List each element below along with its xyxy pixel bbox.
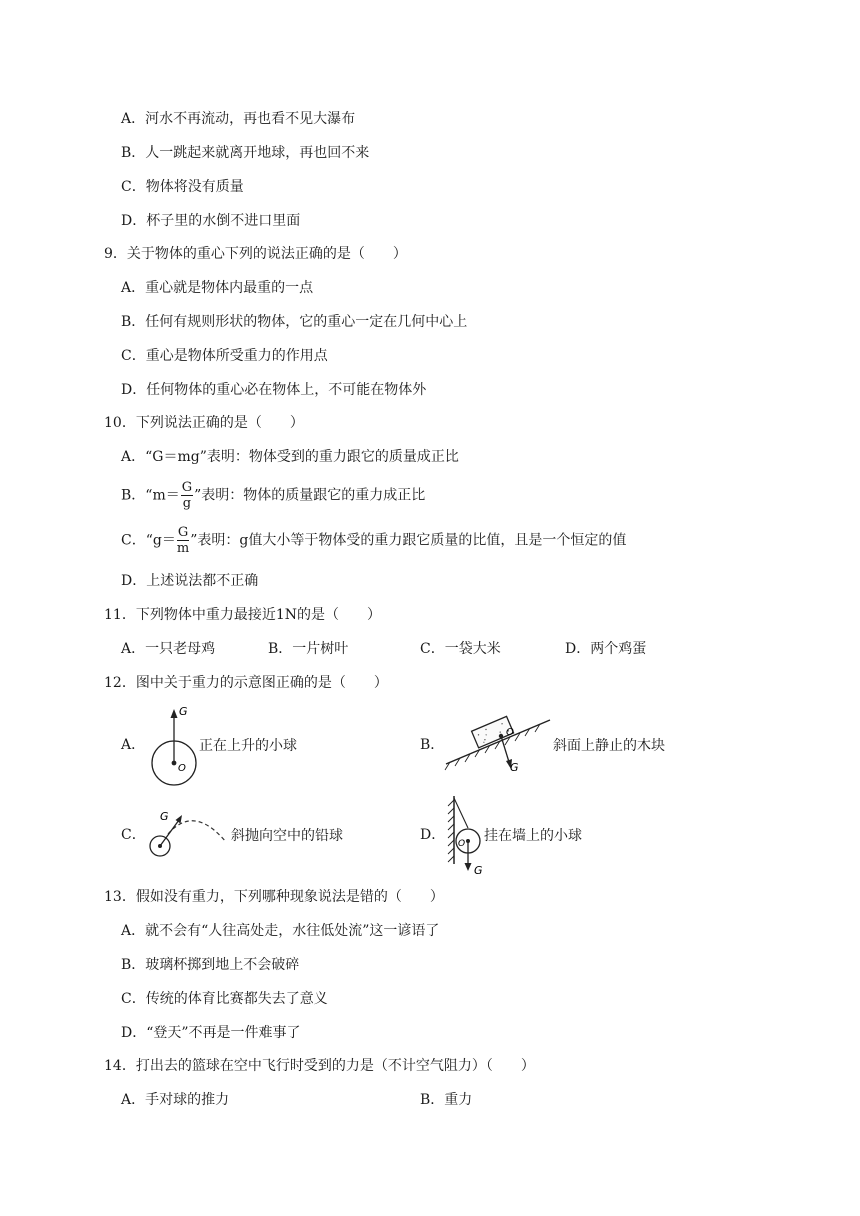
q8-option-a: A．河水不再流动，再也看不见大瀑布 [121,111,356,127]
q11-option-a: A．一只老母鸡 [121,641,216,657]
q13-option-c: C．传统的体育比赛都失去了意义 [121,991,328,1007]
ball-on-wall-figure [446,794,486,878]
block-on-incline-figure [444,706,554,776]
q14-option-b: B．重力 [420,1092,473,1108]
q13-option-d: D．“登天”不再是一件难事了 [121,1025,301,1041]
q9-option-c: C．重心是物体所受重力的作用点 [121,348,328,364]
q8-option-b: B．人一跳起来就离开地球，再也回不来 [121,145,370,161]
fraction-g-over-m: $\frac{G}{m}$ [176,525,190,556]
g-label: G [179,705,188,718]
q10-option-d: D．上述说法都不正确 [121,573,259,589]
q10-option-c: C．“g＝ $\frac{G}{m}$ ”表明：g值大小等于物体受的重力跟它质量的比值，且是一个恒定的值 [121,525,627,556]
q13-option-b: B．玻璃杯掷到地上不会破碎 [121,957,300,973]
q9-stem: 9．关于物体的重心下列的说法正确的是（ ） [104,246,407,262]
q10-stem: 10．下列说法正确的是（ ） [104,415,304,431]
q9-option-a: A．重心就是物体内最重的一点 [121,280,314,296]
g-label: G [510,761,519,774]
q12-option-c-caption: 斜抛向空中的铅球 [231,828,343,844]
q9-option-d: D．任何物体的重心必在物体上，不可能在物体外 [121,382,427,398]
g-label: G [474,864,483,877]
q13-option-a: A．就不会有“人往高处走，水往低处流”这一谚语了 [121,923,440,939]
q12-option-b-caption: 斜面上静止的木块 [553,738,665,754]
fraction-g-over-g: $\frac{G}{g}$ [181,480,193,511]
q12-stem: 12．图中关于重力的示意图正确的是（ ） [104,675,388,691]
q8-option-c: C．物体将没有质量 [121,179,244,195]
rising-ball-figure [148,703,200,788]
g-label: G [160,810,169,823]
q11-option-b: B．一片树叶 [268,641,349,657]
o-label: O [178,763,186,774]
q11-option-d: D．两个鸡蛋 [565,641,647,657]
q13-stem: 13．假如没有重力，下列哪种现象说法是错的（ ） [104,889,444,905]
thrown-shot-figure [146,806,236,862]
q12-option-a-letter: A． [121,737,146,753]
q12-option-d-caption: 挂在墙上的小球 [484,828,582,844]
q12-option-d-letter: D． [420,827,446,843]
q14-stem: 14．打出去的篮球在空中飞行时受到的力是（不计空气阻力）（ ） [104,1058,535,1074]
q11-stem: 11．下列物体中重力最接近1N的是（ ） [104,607,381,623]
o-label: O [506,727,514,738]
q10-option-b: B．“m＝ $\frac{G}{g}$ ”表明：物体的质量跟它的重力成正比 [121,480,426,511]
q12-option-a-caption: 正在上升的小球 [199,738,297,754]
q9-option-b: B．任何有规则形状的物体，它的重心一定在几何中心上 [121,314,468,330]
q14-option-a: A．手对球的推力 [121,1092,230,1108]
o-label: O [458,839,466,849]
q8-option-d: D．杯子里的水倒不进口里面 [121,213,301,229]
q12-option-c-letter: C． [121,827,146,843]
q10-option-a: A．“G＝mg”表明：物体受到的重力跟它的质量成正比 [121,449,459,465]
q11-option-c: C．一袋大米 [420,641,501,657]
q12-option-b-letter: B． [420,737,445,753]
